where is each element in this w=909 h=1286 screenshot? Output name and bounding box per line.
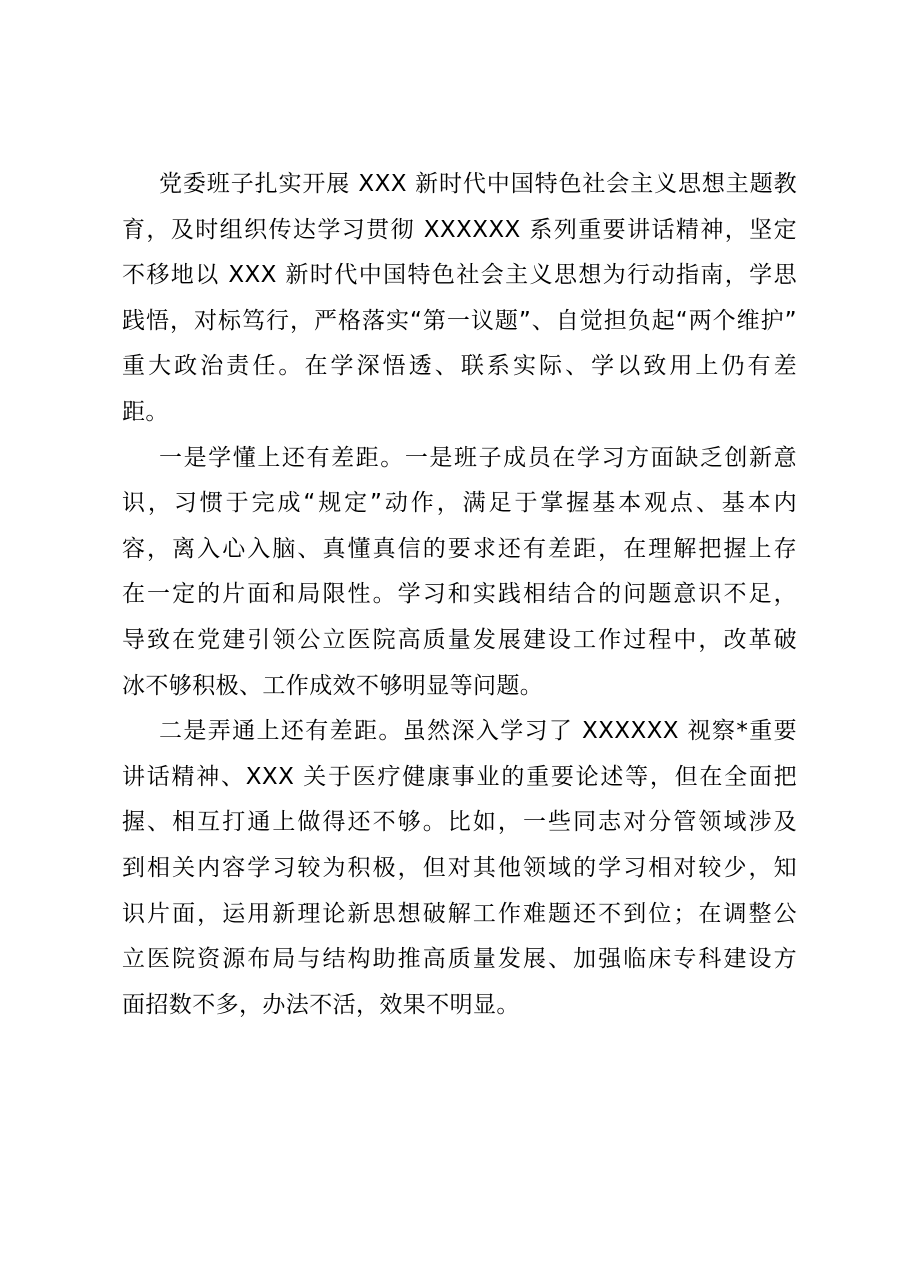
- paragraph-line: 距。: [122, 398, 169, 425]
- paragraph-understanding-gap: [122, 709, 797, 1028]
- paragraph-line: 冰不够积极、工作成效不够明显等问题。: [122, 672, 544, 699]
- paragraph-line: 重大政治责任。在学深悟透、联系实际、学以致用上仍有差: [122, 353, 797, 380]
- paragraph-line: 二是弄通上还有差距。虽然深入学习了 XXXXXX 视察*重要: [159, 718, 797, 745]
- paragraph-line: 识，习惯于完成“规定”动作，满足于掌握基本观点、基本内: [122, 490, 797, 517]
- paragraph-line: 导致在党建引领公立医院高质量发展建设工作过程中，改革破: [122, 626, 797, 653]
- paragraph-intro: [122, 162, 797, 436]
- paragraph-line: 在一定的片面和局限性。学习和实践相结合的问题意识不足，: [122, 581, 797, 608]
- paragraph-line: 一是学懂上还有差距。一是班子成员在学习方面缺乏创新意: [159, 444, 797, 471]
- paragraph-line: 立医院资源布局与结构助推高质量发展、加强临床专科建设方: [122, 946, 797, 973]
- paragraph-line: 育，及时组织传达学习贯彻 XXXXXX 系列重要讲话精神，坚定: [122, 216, 797, 243]
- document-body: [122, 162, 797, 1028]
- paragraph-line: 容，离入心入脑、真懂真信的要求还有差距，在理解把握上存: [122, 535, 797, 562]
- paragraph-line: 到相关内容学习较为积极，但对其他领域的学习相对较少，知: [122, 854, 797, 881]
- paragraph-line: 讲话精神、XXX 关于医疗健康事业的重要论述等，但在全面把: [122, 763, 797, 790]
- paragraph-line: 握、相互打通上做得还不够。比如，一些同志对分管领域涉及: [122, 809, 797, 836]
- paragraph-line: 不移地以 XXX 新时代中国特色社会主义思想为行动指南，学思: [122, 262, 797, 289]
- paragraph-line: 党委班子扎实开展 XXX 新时代中国特色社会主义思想主题教: [159, 171, 797, 197]
- paragraph-line: 践悟，对标笃行，严格落实“第一议题”、自觉担负起“两个维护”: [122, 307, 797, 334]
- paragraph-line: 识片面，运用新理论新思想破解工作难题还不到位；在调整公: [122, 900, 797, 927]
- paragraph-line: 面招数不多，办法不活，效果不明显。: [122, 991, 520, 1018]
- paragraph-learning-gap: [122, 436, 797, 710]
